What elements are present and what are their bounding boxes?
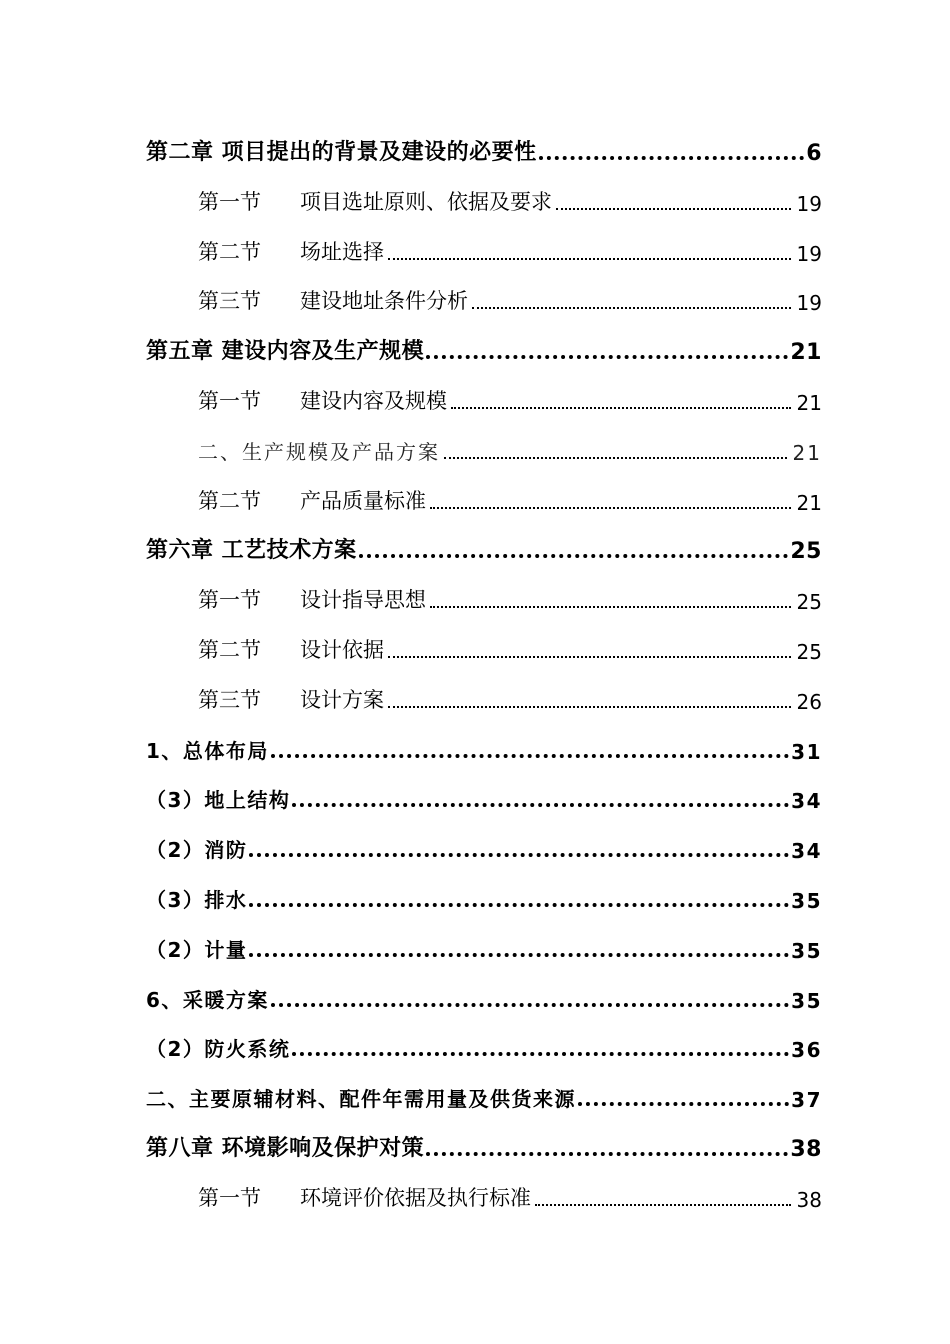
toc-entry-title: （2）防火系统 xyxy=(146,1037,291,1062)
toc-entry[interactable] xyxy=(198,182,822,216)
dot-leader xyxy=(271,754,789,758)
dot-leader xyxy=(388,656,791,658)
dot-leader xyxy=(292,803,789,807)
toc-entry[interactable] xyxy=(198,431,822,465)
toc-page-number: 31 xyxy=(791,739,822,764)
dot-leader xyxy=(292,1052,789,1056)
toc-entry-title xyxy=(198,186,552,216)
toc-entry-title xyxy=(198,485,426,515)
toc-entry[interactable] xyxy=(198,1178,822,1212)
dot-leader xyxy=(271,1003,789,1007)
toc-entry-title: 二、主要原辅材料、配件年需用量及供货来源 xyxy=(146,1087,576,1112)
toc-page-number: 21 xyxy=(796,391,822,415)
toc-entry-title: 第五章 建设内容及生产规模 xyxy=(146,339,425,365)
toc-entry-title xyxy=(198,684,384,714)
toc-entry[interactable] xyxy=(146,1078,822,1112)
dot-leader xyxy=(578,1102,789,1106)
toc-entry-title: 1、总体布局 xyxy=(146,738,269,763)
toc-entry-title xyxy=(198,634,384,664)
toc-page-number: 26 xyxy=(796,689,822,714)
toc-entry[interactable] xyxy=(198,381,822,415)
toc-page-number: 21 xyxy=(790,340,822,366)
toc-page-number: 37 xyxy=(791,1088,822,1113)
toc-entry[interactable] xyxy=(146,829,822,863)
toc-entry[interactable] xyxy=(198,481,822,515)
toc-section-number: 第一节 xyxy=(198,189,261,214)
dot-leader xyxy=(451,407,791,409)
toc-entry-title: 6、采暖方案 xyxy=(146,987,269,1012)
toc-entry-title xyxy=(198,236,384,266)
toc-entry[interactable] xyxy=(146,1128,822,1162)
toc-entry[interactable] xyxy=(198,281,822,315)
toc-page-number: 19 xyxy=(796,191,822,216)
toc-section-number: 第一节 xyxy=(198,588,261,613)
toc-entry[interactable] xyxy=(146,730,822,764)
toc-section-number: 第二节 xyxy=(198,638,261,662)
toc-entry[interactable] xyxy=(146,1028,822,1062)
toc-page-number: 38 xyxy=(796,1187,822,1212)
dot-leader xyxy=(249,903,789,907)
toc-entry[interactable] xyxy=(146,530,822,564)
toc-page-number: 25 xyxy=(796,590,822,615)
toc-entry[interactable] xyxy=(146,929,822,963)
toc-section-title: 场址选择 xyxy=(300,239,384,264)
toc-entry-title xyxy=(198,584,426,614)
dot-leader xyxy=(249,853,789,857)
toc-entry-title: （2）计量 xyxy=(146,937,248,962)
toc-page-number: 21 xyxy=(792,440,822,465)
toc-section-title: 环境评价依据及执行标准 xyxy=(300,1185,531,1210)
toc-entry-title: （3）地上结构 xyxy=(146,788,291,813)
toc-section-number: 第三节 xyxy=(198,687,261,712)
toc-entry[interactable] xyxy=(146,779,822,813)
toc-page-number: 35 xyxy=(791,889,822,913)
dot-leader xyxy=(249,953,789,957)
dot-leader xyxy=(444,457,787,459)
dot-leader xyxy=(556,208,791,210)
toc-section-title: 设计方案 xyxy=(300,687,384,712)
dot-leader xyxy=(426,1152,788,1156)
toc-section-title: 设计指导思想 xyxy=(300,588,426,613)
toc-page-number: 19 xyxy=(796,241,822,266)
toc-section-number: 第一节 xyxy=(198,1185,261,1210)
toc-entry-title: 第二章 项目提出的背景及建设的必要性 xyxy=(146,140,537,165)
toc-page-number: 34 xyxy=(791,789,822,814)
dot-leader xyxy=(430,606,791,608)
toc-entry-title: （2）消防 xyxy=(146,838,248,863)
toc-page-number: 36 xyxy=(791,1038,822,1063)
toc-section-number: 第一节 xyxy=(198,389,261,413)
dot-leader xyxy=(388,706,791,708)
toc-page-number: 34 xyxy=(791,839,822,864)
toc-entry-title: 第六章 工艺技术方案 xyxy=(146,538,357,564)
toc-entry-title: 第八章 环境影响及保护对策 xyxy=(146,1136,425,1161)
toc-entry[interactable] xyxy=(146,132,822,166)
toc-page-number: 38 xyxy=(790,1137,822,1162)
toc-section-title: 产品质量标准 xyxy=(300,488,426,513)
dot-leader xyxy=(388,258,791,260)
toc-section-number: 第二节 xyxy=(198,488,261,513)
toc-page-number: 25 xyxy=(790,539,822,565)
toc-entry-title: （3）排水 xyxy=(146,888,248,912)
toc-section-number: 第三节 xyxy=(198,289,261,314)
toc-section-title: 建设内容及规模 xyxy=(300,389,447,413)
toc-entry[interactable] xyxy=(198,580,822,614)
toc-entry[interactable] xyxy=(146,331,822,365)
toc-entry[interactable] xyxy=(146,979,822,1013)
dot-leader xyxy=(359,554,789,558)
dot-leader xyxy=(472,307,791,309)
toc-entry-title: 二、生产规模及产品方案 xyxy=(198,439,440,464)
toc-entry[interactable] xyxy=(198,630,822,664)
toc-page-number: 35 xyxy=(791,988,822,1013)
toc-section-title: 建设地址条件分析 xyxy=(300,289,468,314)
toc-section-number: 第二节 xyxy=(198,239,261,264)
toc-page-number: 35 xyxy=(791,938,822,963)
toc-section-title: 设计依据 xyxy=(300,638,384,662)
toc-section-title: 项目选址原则、依据及要求 xyxy=(300,189,552,214)
toc-entry-title xyxy=(198,385,447,415)
dot-leader xyxy=(539,156,805,160)
dot-leader xyxy=(535,1204,791,1206)
toc-entry[interactable] xyxy=(146,879,822,913)
toc-page-number: 6 xyxy=(806,141,822,166)
toc-entry-title xyxy=(198,285,468,315)
toc-entry-title xyxy=(198,1182,531,1212)
toc-page-number: 21 xyxy=(796,490,822,515)
toc-entry[interactable] xyxy=(198,232,822,266)
toc-page-number: 25 xyxy=(796,640,822,664)
dot-leader xyxy=(426,355,788,359)
dot-leader xyxy=(430,507,791,509)
toc-page-number: 19 xyxy=(796,291,822,316)
toc-entry[interactable] xyxy=(198,680,822,714)
